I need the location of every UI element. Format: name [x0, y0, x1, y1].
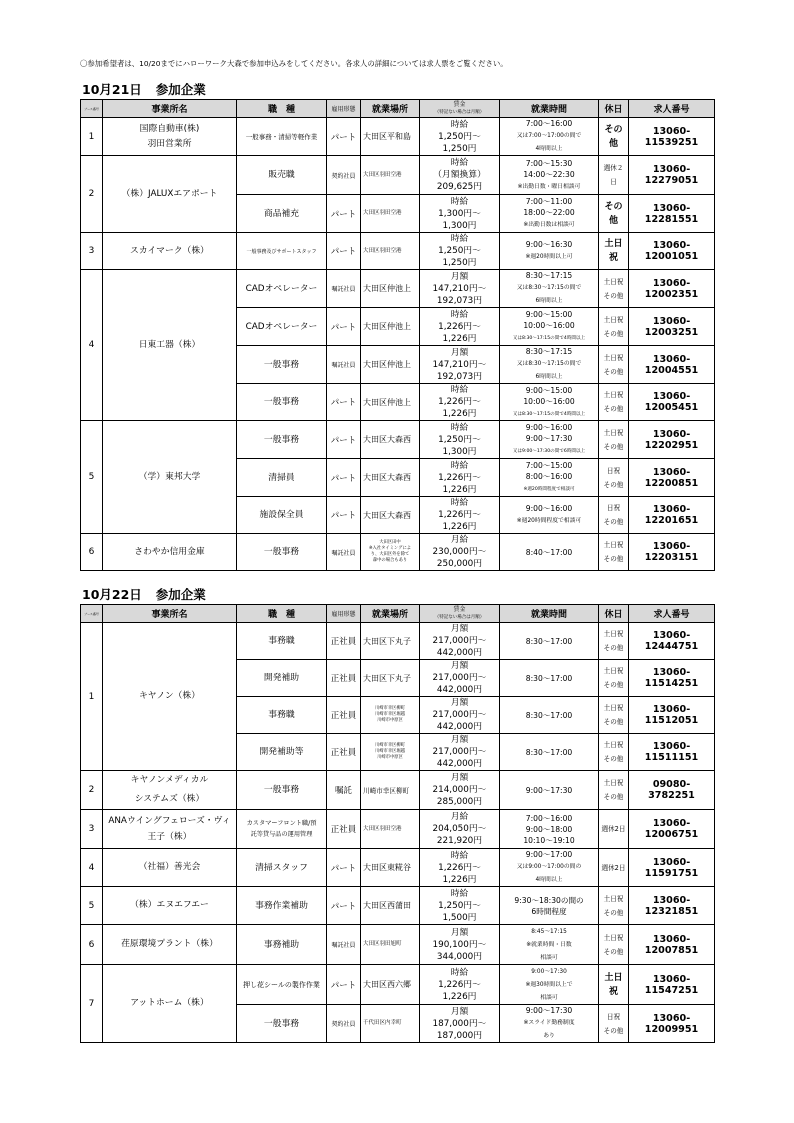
work-hours: 8:30～17:00 [500, 623, 599, 660]
job-number: 13060-12321851 [629, 887, 715, 925]
booth-number: 1 [81, 623, 103, 771]
wage: 月給 204,050円～ 221,920円 [420, 810, 500, 849]
job-title: 一般事務 [237, 384, 327, 421]
wage: 月額 147,210円～ 192,073円 [420, 270, 500, 308]
table-row [81, 965, 715, 1005]
header-emp: 雇用形態 [327, 605, 361, 623]
employment-type: 契約社員 [327, 156, 361, 195]
job-title: 一般事務 [237, 534, 327, 571]
header-hours: 就業時間 [500, 605, 599, 623]
header-wage: 賃金 （特記ない場合は月額） [420, 100, 500, 118]
employment-type: 正社員 [327, 734, 361, 771]
table-row [81, 623, 715, 660]
booth-number: 5 [81, 421, 103, 534]
holiday: 土日祝 その他 [599, 925, 629, 965]
work-hours: 9:00～17:30 [500, 771, 599, 810]
work-hours: 7:00～15:00 8:00～16:00 ※週20時間程度で相談可 [500, 459, 599, 497]
holiday: 週休2日 [599, 849, 629, 887]
day2-label: 参加企業 [155, 587, 206, 602]
holiday: 土日祝 その他 [599, 660, 629, 697]
booth-number: 6 [81, 925, 103, 965]
employment-type: 正社員 [327, 810, 361, 849]
work-hours: 9:00～15:00 10:00～16:00 又は8:30～17:15の間で4時間以上 [500, 308, 599, 346]
work-hours: 7:00～11:00 18:00～22:00 ※出勤日数は相談可 [500, 195, 599, 233]
work-hours: 8:30～17:15 又は8:30～17:15の間で 6時間以上 [500, 346, 599, 384]
header-booth: ブース番号 [81, 100, 103, 118]
holiday: 土日祝 その他 [599, 623, 629, 660]
header-company: 事業所名 [103, 100, 237, 118]
holiday: 土日祝 その他 [599, 887, 629, 925]
job-number: 13060-12005451 [629, 384, 715, 421]
holiday: 土日祝 その他 [599, 421, 629, 459]
employment-type: 正社員 [327, 697, 361, 734]
employment-type: 嘱託社員 [327, 534, 361, 571]
work-location: 大田区田中 ※入社タイミングによ り、大田区外を除て 森中の場合もあり [361, 534, 420, 571]
day1-table [80, 99, 715, 571]
work-hours: 9:00～15:00 10:00～16:00 又は8:30～17:15の間で4時間以上 [500, 384, 599, 421]
holiday: 土日祝 [599, 233, 629, 270]
employment-type: パート [327, 497, 361, 534]
day1-label: 参加企業 [155, 82, 206, 97]
job-title: 一般事務 [237, 346, 327, 384]
job-title: 一般事務 [237, 1005, 327, 1043]
holiday: 土日祝 その他 [599, 384, 629, 421]
job-title: 開発補助 [237, 660, 327, 697]
company-name: キヤノンメディカル システムズ（株） [103, 771, 237, 810]
wage: 時給 1,226円～ 1,226円 [420, 459, 500, 497]
employment-type: パート [327, 195, 361, 233]
company-name: 日東工器（株） [103, 270, 237, 421]
job-number: 13060-12202951 [629, 421, 715, 459]
holiday: 週休２日 [599, 156, 629, 195]
work-location: 大田区仲池上 [361, 384, 420, 421]
employment-type: 嘱託社員 [327, 346, 361, 384]
section-title-day2 [82, 585, 206, 603]
job-title: 一般事務 [237, 421, 327, 459]
holiday: 土日祝 その他 [599, 346, 629, 384]
work-location: 大田区羽田空港 [361, 156, 420, 195]
job-number: 13060-11591751 [629, 849, 715, 887]
table-row [81, 771, 715, 810]
work-location: 千代田区内幸町 [361, 1005, 420, 1043]
work-location: 川崎市幸区柳町 川崎市幸区堀越 川崎市中原区 [361, 734, 420, 771]
work-hours: 7:00～16:00 9:00～18:00 10:10～19:10 [500, 810, 599, 849]
table-row [81, 887, 715, 925]
wage: 月額 214,000円～ 285,000円 [420, 771, 500, 810]
employment-type: 正社員 [327, 623, 361, 660]
wage: 時給 1,250円～ 1,250円 [420, 118, 500, 156]
work-location: 大田区仲池上 [361, 346, 420, 384]
work-hours: 9:00～16:00 9:00～17:30 又は9:00～17:30の間で6時間以上 [500, 421, 599, 459]
job-number: 13060-12201651 [629, 497, 715, 534]
job-title: 事務作業補助 [237, 887, 327, 925]
work-location: 大田区羽田空港 [361, 195, 420, 233]
header-emp: 雇用形態 [327, 100, 361, 118]
work-location: 川崎市幸区柳町 川崎市幸区堀越 川崎市中原区 [361, 697, 420, 734]
job-title: 押し花シールの製作作業 [237, 965, 327, 1005]
company-name: （社福）善光会 [103, 849, 237, 887]
job-title: 施設保全員 [237, 497, 327, 534]
table-row [81, 810, 715, 849]
job-title: 事務職 [237, 697, 327, 734]
job-number: 13060-12281551 [629, 195, 715, 233]
table-row [81, 925, 715, 965]
work-location: 大田区大森西 [361, 497, 420, 534]
job-title: 販売職 [237, 156, 327, 195]
work-hours: 8:40～17:00 [500, 534, 599, 571]
company-name: キヤノン（株） [103, 623, 237, 771]
header-holiday: 休日 [599, 605, 629, 623]
holiday: その他 [599, 195, 629, 233]
job-number: 13060-11539251 [629, 118, 715, 156]
job-number: 13060-11514251 [629, 660, 715, 697]
employment-type: パート [327, 118, 361, 156]
booth-number: 4 [81, 270, 103, 421]
holiday: 週休2日 [599, 810, 629, 849]
booth-number: 2 [81, 771, 103, 810]
employment-type: パート [327, 308, 361, 346]
table-row [81, 270, 715, 308]
wage: 時給 1,226円～ 1,226円 [420, 965, 500, 1005]
wage: 時給 1,226円～ 1,226円 [420, 308, 500, 346]
header-number: 求人番号 [629, 100, 715, 118]
day2-table [80, 604, 715, 1043]
table-header-row [81, 100, 715, 118]
work-location: 大田区大森西 [361, 459, 420, 497]
work-hours: 9:00～17:00 又は9:00～17:00の間の 4時間以上 [500, 849, 599, 887]
header-holiday: 休日 [599, 100, 629, 118]
company-name: スカイマーク（株） [103, 233, 237, 270]
job-title: 清掃スタッフ [237, 849, 327, 887]
job-number: 13060-12003251 [629, 308, 715, 346]
job-title: 事務職 [237, 623, 327, 660]
work-hours: 7:00～16:00 又は7:00～17:00の間で 4時間以上 [500, 118, 599, 156]
table-row [81, 849, 715, 887]
employment-type: パート [327, 459, 361, 497]
holiday: 土日祝 その他 [599, 771, 629, 810]
wage: 月額 217,000円～ 442,000円 [420, 734, 500, 771]
job-number: 13060-12004551 [629, 346, 715, 384]
day1-date: 10月21日 [82, 82, 142, 97]
booth-number: 3 [81, 810, 103, 849]
job-title: 一般事務・清掃等軽作業 [245, 132, 318, 141]
company-name: さわやか信用金庫 [103, 534, 237, 571]
job-title: CADオペレーター [237, 308, 327, 346]
table-row [81, 421, 715, 459]
job-number: 13060-12002351 [629, 270, 715, 308]
holiday: 土日祝 その他 [599, 534, 629, 571]
wage: 時給 1,250円～ 1,300円 [420, 421, 500, 459]
wage: 時給 1,226円～ 1,226円 [420, 497, 500, 534]
employment-type: 正社員 [327, 660, 361, 697]
company-name: （株）JALUXエアポート [103, 156, 237, 233]
job-number: 13060-12279051 [629, 156, 715, 195]
work-location: 大田区羽田旭町 [361, 925, 420, 965]
company-name: （学）東邦大学 [103, 421, 237, 534]
wage: 時給 1,250円～ 1,250円 [420, 233, 500, 270]
employment-type: パート [327, 887, 361, 925]
work-location: 大田区大森西 [361, 421, 420, 459]
header-wage: 賃金 （特記ない場合は月額） [420, 605, 500, 623]
employment-type: 嘱託社員 [327, 270, 361, 308]
work-hours: 8:30～17:00 [500, 734, 599, 771]
job-title: 開発補助等 [237, 734, 327, 771]
work-location: 大田区東糀谷 [361, 849, 420, 887]
work-hours: 9:00～17:30 ※週30時間以上で 相談可 [500, 965, 599, 1005]
work-hours: 9:00～16:30 ※週20時間以上可 [500, 233, 599, 270]
wage: 月額 187,000円～ 187,000円 [420, 1005, 500, 1043]
booth-number: 6 [81, 534, 103, 571]
job-number: 13060-12001051 [629, 233, 715, 270]
header-company: 事業所名 [103, 605, 237, 623]
work-location: 大田区羽田空港 [361, 233, 420, 270]
table-row [81, 156, 715, 195]
work-location: 大田区羽田空港 [361, 810, 420, 849]
table-row [81, 118, 715, 156]
employment-type: パート [327, 384, 361, 421]
work-hours: 7:00～15:30 14:00～22:30 ※出勤日数・曜日相談可 [500, 156, 599, 195]
day2-date: 10月22日 [82, 587, 142, 602]
job-title: 一般事務及びサポートスタッフ [246, 248, 317, 255]
holiday: その他 [599, 118, 629, 156]
holiday: 土日祝 その他 [599, 734, 629, 771]
job-number: 13060-11511151 [629, 734, 715, 771]
wage: 月額 217,000円～ 442,000円 [420, 697, 500, 734]
company-name: 荏原環境プラント（株） [103, 925, 237, 965]
company-name: 国際自動車(株) 羽田営業所 [103, 118, 237, 156]
booth-number: 7 [81, 965, 103, 1043]
work-hours: 9:30～18:30の間の 6時間程度 [500, 887, 599, 925]
work-location: 大田区仲池上 [361, 308, 420, 346]
work-hours: 9:00～16:00 ※週20時間程度で相談可 [500, 497, 599, 534]
wage: 月額 190,100円～ 344,000円 [420, 925, 500, 965]
header-job: 職 種 [237, 100, 327, 118]
work-location: 大田区西六郷 [361, 965, 420, 1005]
employment-type: パート [327, 233, 361, 270]
employment-type: パート [327, 421, 361, 459]
header-booth: ブース番号 [81, 605, 103, 623]
company-name: （株）エヌエフエー [103, 887, 237, 925]
holiday: 日祝 その他 [599, 1005, 629, 1043]
booth-number: 1 [81, 118, 103, 156]
wage: 月給 230,000円～ 250,000円 [420, 534, 500, 571]
work-location: 大田区下丸子 [361, 623, 420, 660]
work-hours: 8:30～17:00 [500, 697, 599, 734]
wage: 月額 147,210円～ 192,073円 [420, 346, 500, 384]
holiday: 土日祝 [599, 965, 629, 1005]
job-number: 09080-3782251 [629, 771, 715, 810]
note-text: 〇参加希望者は、10/20までにハローワーク大森で参加申込みをしてください。各求人の詳細については求人票をご覧ください。 [80, 59, 508, 68]
table-row [81, 534, 715, 571]
job-number: 13060-12444751 [629, 623, 715, 660]
job-number: 13060-12007851 [629, 925, 715, 965]
job-number: 13060-12200851 [629, 459, 715, 497]
header-loc: 就業場所 [361, 100, 420, 118]
holiday: 日祝 その他 [599, 459, 629, 497]
work-location: 川崎市幸区柳町 [361, 771, 420, 810]
employment-type: 契約社員 [327, 1005, 361, 1043]
holiday: 日祝 その他 [599, 497, 629, 534]
job-number: 13060-12009951 [629, 1005, 715, 1043]
wage: 月額 217,000円～ 442,000円 [420, 660, 500, 697]
work-hours: 9:00～17:30 ※スライド勤務制度 あり [500, 1005, 599, 1043]
job-title: 事務補助 [237, 925, 327, 965]
company-name: アットホーム（株） [103, 965, 237, 1043]
work-hours: 8:30～17:00 [500, 660, 599, 697]
work-hours: 8:30～17:15 又は8:30～17:15の間で 6時間以上 [500, 270, 599, 308]
work-location: 大田区西蒲田 [361, 887, 420, 925]
job-title: 商品補充 [237, 195, 327, 233]
wage: 月額 217,000円～ 442,000円 [420, 623, 500, 660]
wage: 時給 1,226円～ 1,226円 [420, 384, 500, 421]
header-job: 職 種 [237, 605, 327, 623]
header-number: 求人番号 [629, 605, 715, 623]
work-hours: 8:45～17:15 ※就業時間・日数 相談可 [500, 925, 599, 965]
job-number: 13060-12203151 [629, 534, 715, 571]
header-loc: 就業場所 [361, 605, 420, 623]
wage: 時給 1,300円～ 1,300円 [420, 195, 500, 233]
holiday: 土日祝 その他 [599, 308, 629, 346]
employment-type: 嘱託 [327, 771, 361, 810]
booth-number: 3 [81, 233, 103, 270]
holiday: 土日祝 その他 [599, 697, 629, 734]
header-hours: 就業時間 [500, 100, 599, 118]
company-name: ANAウイングフェローズ・ヴィ王子（株） [103, 810, 237, 849]
work-location: 大田区仲池上 [361, 270, 420, 308]
job-title: 一般事務 [237, 771, 327, 810]
wage: 時給 1,250円～ 1,500円 [420, 887, 500, 925]
table-row [81, 233, 715, 270]
table-header-row [81, 605, 715, 623]
employment-type: パート [327, 965, 361, 1005]
booth-number: 5 [81, 887, 103, 925]
job-number: 13060-11547251 [629, 965, 715, 1005]
work-location: 大田区平和島 [361, 118, 420, 156]
job-number: 13060-11512051 [629, 697, 715, 734]
holiday: 土日祝 その他 [599, 270, 629, 308]
wage: 時給 1,226円～ 1,226円 [420, 849, 500, 887]
job-title: CADオペレーター [237, 270, 327, 308]
job-title: カスタマーフロント職/預 託等貸与品の運用管理 [237, 810, 327, 849]
booth-number: 4 [81, 849, 103, 887]
wage: 時給 （月額換算） 209,625円 [420, 156, 500, 195]
employment-type: 嘱託社員 [327, 925, 361, 965]
employment-type: パート [327, 849, 361, 887]
job-title: 清掃員 [237, 459, 327, 497]
booth-number: 2 [81, 156, 103, 233]
section-title-day1 [82, 80, 206, 98]
job-number: 13060-12006751 [629, 810, 715, 849]
work-location: 大田区下丸子 [361, 660, 420, 697]
